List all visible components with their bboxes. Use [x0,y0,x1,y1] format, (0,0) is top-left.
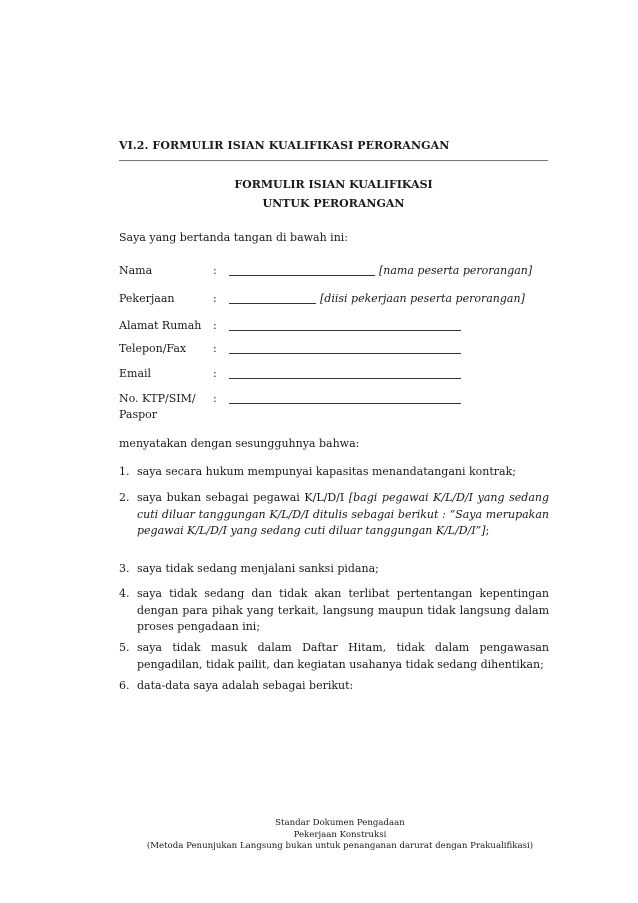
list-item [119,464,549,481]
form-title [119,175,548,213]
field-label: Alamat Rumah [119,319,202,332]
list-item [119,490,549,540]
item-number: 1. [119,465,130,478]
page-footer [60,818,620,853]
fill-in-blank [229,403,461,404]
field-colon: : [213,342,217,355]
item-number: 6. [119,679,130,692]
section-title: VI.2. FORMULIR ISIAN KUALIFIKASI PERORANGAN [119,139,450,152]
list-item [119,586,549,636]
fill-in-blank [229,353,461,354]
field-label: Telepon/Fax [119,342,187,355]
fill-in-blank [229,378,461,379]
field-colon: : [213,319,217,332]
fill-in-blank [229,275,375,276]
fill-in-blank [229,330,461,331]
intro-text: Saya yang bertanda tangan di bawah ini: [119,231,349,244]
field-label: Pekerjaan [119,292,175,305]
item-text: saya secara hukum mempunyai kapasitas menandatangani kontrak; [137,465,516,478]
item-text-plain: saya bukan sebagai pegawai K/L/D/I [137,491,349,504]
item-text: saya tidak sedang menjalani sanksi pidana; [137,562,379,575]
item-text: saya tidak sedang dan tidak akan terlibat pertentangan kepentingan dengan para pihak yang terkait, langsung maupun tidak langsung dalam proses pengadaan ini; [137,587,549,633]
statement-text: menyatakan dengan sesungguhnya bahwa: [119,437,360,450]
form-title-line-2: UNTUK PERORANGAN [262,197,405,210]
item-text: data-data saya adalah sebagai berikut: [137,679,354,692]
footer-line-1: Standar Dokumen Pengadaan [275,818,405,828]
item-number: 4. [119,587,130,600]
field-label: No. KTP/SIM/ Paspor [119,392,196,421]
footer-line-2: Pekerjaan Konstruksi [293,829,387,840]
footer-line-3: (Metoda Penunjukan Langsung bukan untuk penanganan darurat dengan Prakualifikasi) [146,841,534,851]
item-text [137,490,549,540]
item-text: saya tidak masuk dalam Daftar Hitam, tidak dalam pengawasan pengadilan, tidak pailit, dan kegiatan usahanya tidak sedang dihentikan; [137,641,549,671]
item-text-italic: [bagi pegawai K/L/D/I yang sedang cuti diluar tanggungan K/L/D/I ditulis sebagai berikut : “Saya merupakan pegawai K/L/D/I yang sedang cuti diluar tanggungan K/L/D/I”] [137,491,550,537]
field-label: Nama [119,264,153,277]
field-colon: : [213,264,217,277]
fill-in-blank [229,303,316,304]
title-divider [119,160,548,161]
item-number: 3. [119,562,130,575]
field-hint: [nama peserta perorangan] [379,264,533,277]
form-title-line-1: FORMULIR ISIAN KUALIFIKASI [234,178,433,191]
item-number: 5. [119,641,130,654]
list-item [119,640,549,673]
field-label: Email [119,367,152,380]
item-number: 2. [119,491,130,504]
list-item [119,678,549,695]
field-colon: : [213,292,217,305]
list-item [119,561,549,578]
field-hint: [diisi pekerjaan peserta perorangan] [320,292,525,305]
item-text-tail: ; [485,524,490,537]
field-colon: : [213,392,217,405]
field-colon: : [213,367,217,380]
